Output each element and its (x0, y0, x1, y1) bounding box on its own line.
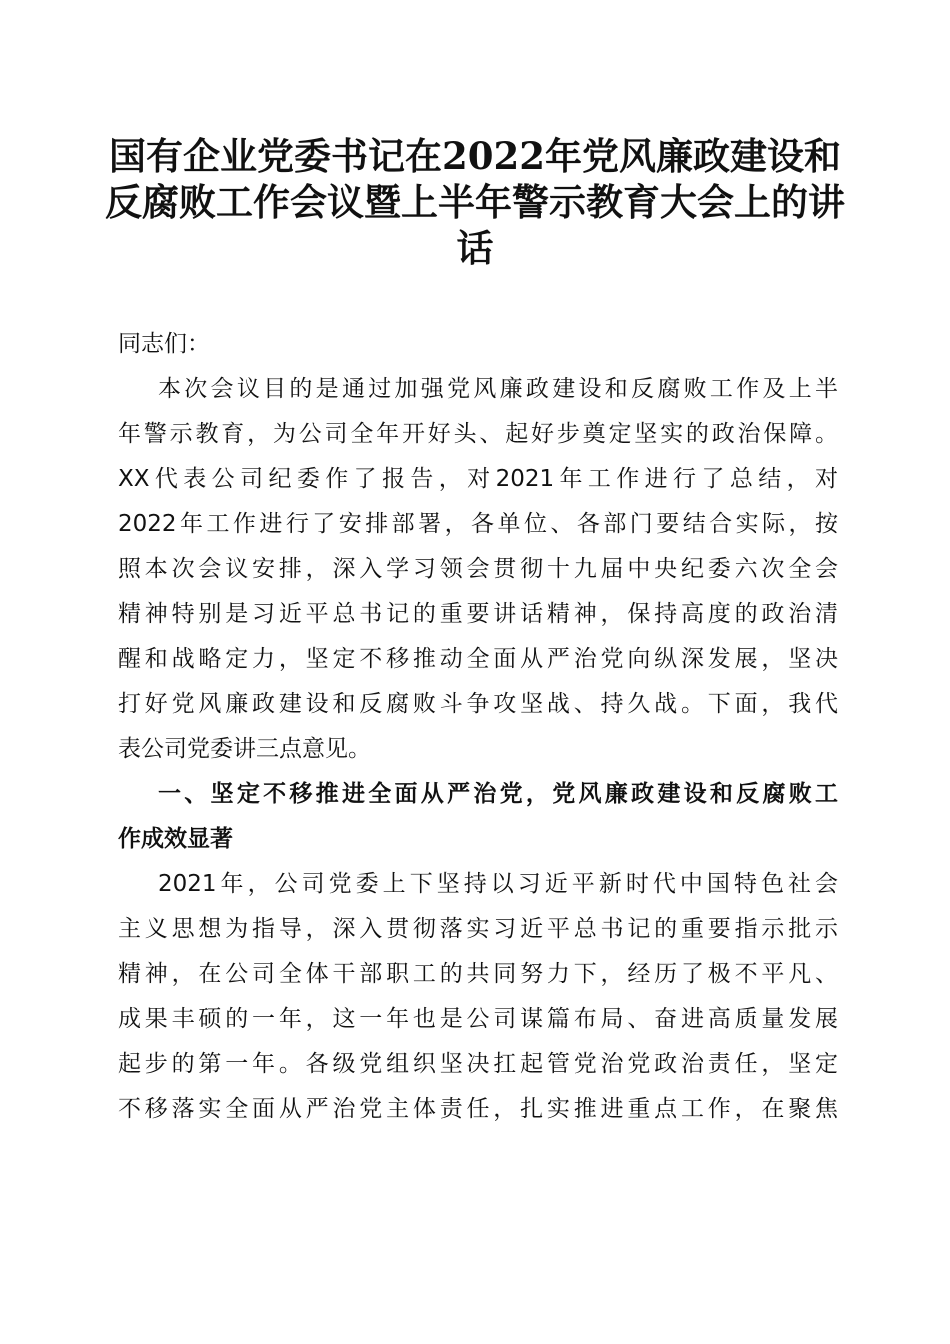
text-line: 年警示教育，为公司全年开好头、起好步奠定坚实的政治保障。 (118, 421, 838, 447)
text-line: 本次会议目的是通过加强党风廉政建设和反腐败工作及上半 (158, 376, 838, 402)
text-line: 2022年工作进行了安排部署，各单位、各部门要结合实际，按 (118, 511, 838, 537)
text-line: 照本次会议安排，深入学习领会贯彻十九届中央纪委六次全会 (118, 556, 838, 582)
text-line: 打好党风廉政建设和反腐败斗争攻坚战、持久战。下面，我代 (118, 691, 838, 717)
text-line: 主义思想为指导，深入贯彻落实习近平总书记的重要指示批示 (118, 916, 838, 942)
text-line: 不移落实全面从严治党主体责任，扎实推进重点工作，在聚焦 (118, 1096, 838, 1122)
section-heading-1 (118, 772, 838, 862)
heading-line: 作成效显著 (118, 826, 233, 852)
text-line: 精神特别是习近平总书记的重要讲话精神，保持高度的政治清 (118, 601, 838, 627)
title-line: 话 (456, 226, 494, 270)
text-line: 2021年，公司党委上下坚持以习近平新时代中国特色社会 (158, 871, 838, 897)
text-line: 成果丰硕的一年，这一年也是公司谋篇布局、奋进高质量发展 (118, 1006, 838, 1032)
text-line: 表公司党委讲三点意见。 (118, 736, 371, 762)
title-line: 国有企业党委书记在2022年党风廉政建设和 (109, 134, 841, 178)
document-body (118, 322, 838, 1132)
salutation: 同志们： (118, 331, 210, 357)
text-line: 起步的第一年。各级党组织坚决扛起管党治党政治责任，坚定 (118, 1051, 838, 1077)
text-line: 醒和战略定力，坚定不移推动全面从严治党向纵深发展，坚决 (118, 646, 838, 672)
title-line: 反腐败工作会议暨上半年警示教育大会上的讲 (105, 180, 845, 224)
text-line: XX代表公司纪委作了报告，对2021年工作进行了总结，对 (118, 466, 838, 492)
document-title (100, 133, 850, 271)
paragraph-intro (118, 367, 838, 772)
heading-line: 一、坚定不移推进全面从严治党，党风廉政建设和反腐败工 (158, 781, 838, 807)
text-line: 精神，在公司全体干部职工的共同努力下，经历了极不平凡、 (118, 961, 838, 987)
paragraph-section-1 (118, 862, 838, 1132)
